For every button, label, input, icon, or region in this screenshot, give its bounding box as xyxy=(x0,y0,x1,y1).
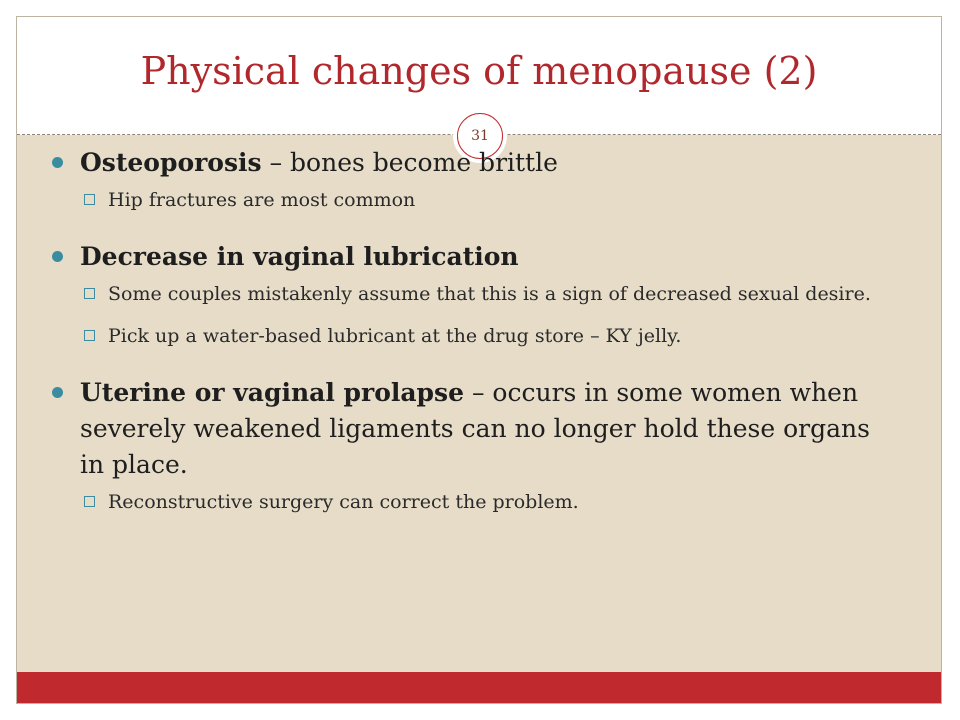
bullet-item xyxy=(50,375,880,517)
square-bullet-icon xyxy=(84,496,95,507)
sub-bullet-list xyxy=(80,185,880,215)
bullet-lead: Decrease in vaginal lubrication xyxy=(80,242,519,271)
bullet-text: – occurs in some women when severely weakened ligaments can no longer hold these organs in place. xyxy=(80,378,870,479)
sub-bullet-item xyxy=(80,487,880,517)
bullet-lead: Osteoporosis xyxy=(80,148,262,177)
sub-bullet-text: Hip fractures are most common xyxy=(108,189,416,211)
sub-bullet-list xyxy=(80,279,880,351)
sub-bullet-list xyxy=(80,487,880,517)
square-bullet-icon xyxy=(84,194,95,205)
sub-bullet-item xyxy=(80,185,880,215)
bullet-dot-icon xyxy=(52,251,63,262)
sub-bullet-item xyxy=(80,279,880,309)
sub-bullet-item xyxy=(80,321,880,351)
bullet-text: – bones become brittle xyxy=(261,148,558,177)
square-bullet-icon xyxy=(84,330,95,341)
bullet-lead: Uterine or vaginal prolapse xyxy=(80,378,465,407)
sub-bullet-text: Some couples mistakenly assume that this is a sign of decreased sexual desire. xyxy=(108,283,871,305)
bullet-item xyxy=(50,145,880,215)
bullet-list xyxy=(50,145,880,517)
bullet-item xyxy=(50,239,880,351)
sub-bullet-text: Reconstructive surgery can correct the problem. xyxy=(108,491,579,513)
square-bullet-icon xyxy=(84,288,95,299)
bottom-accent-band xyxy=(17,672,941,704)
bullet-dot-icon xyxy=(52,157,63,168)
slide-number: 31 xyxy=(457,113,503,159)
sub-bullet-text: Pick up a water-based lubricant at the drug store – KY jelly. xyxy=(108,325,682,347)
slide-title: Physical changes of menopause (2) xyxy=(140,49,818,93)
bullet-dot-icon xyxy=(52,387,63,398)
